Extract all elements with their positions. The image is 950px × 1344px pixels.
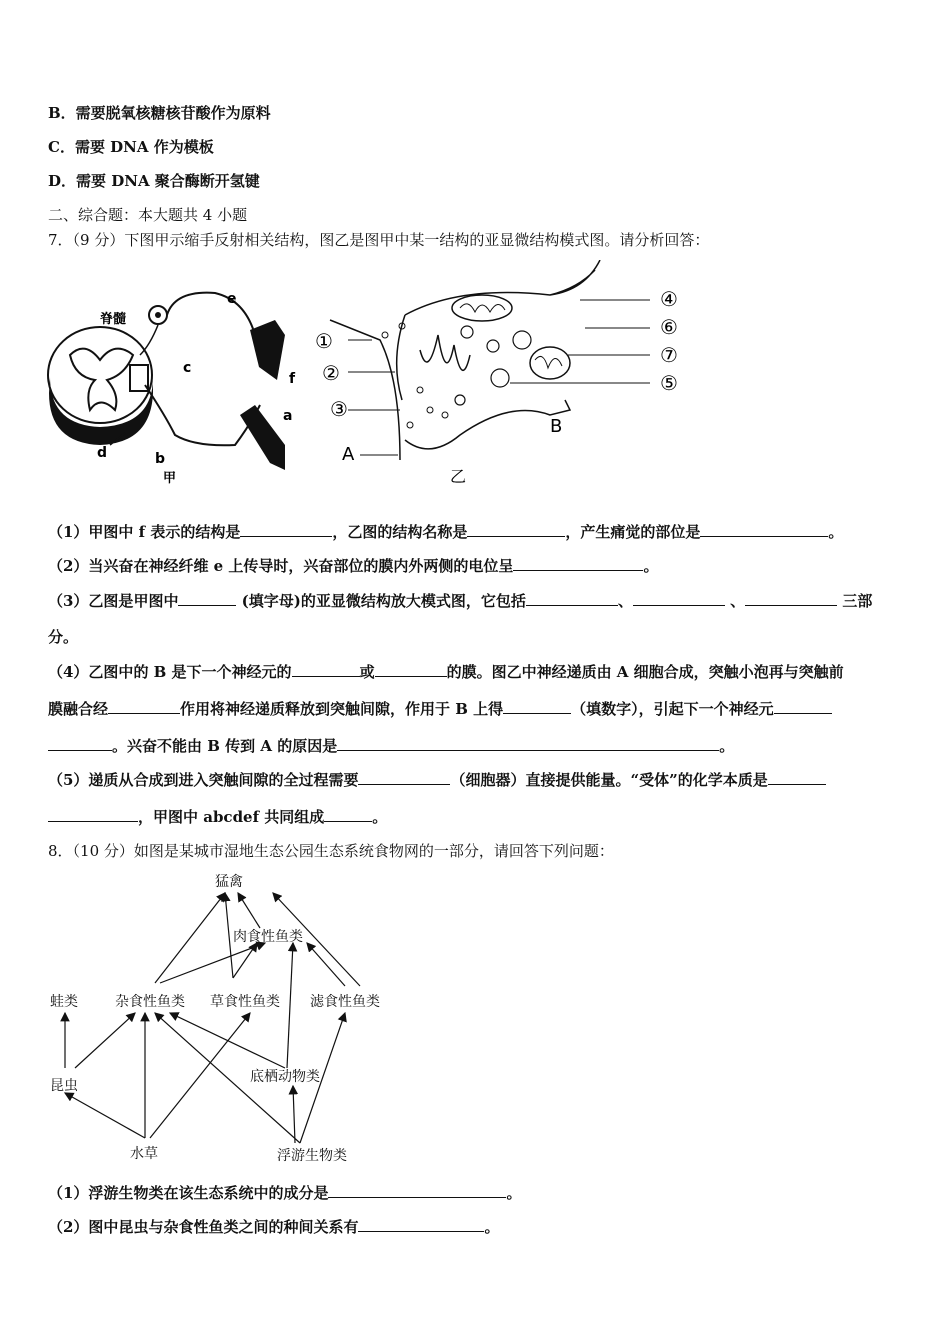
q7-p5: （5）递质从合成到进入突触间隙的全过程需要 （细胞器）直接提供能量。“受体”的化学本质是 <box>48 769 826 790</box>
node-filter-fish: 滤食性鱼类 <box>310 994 380 1010</box>
label-1: ① <box>315 329 333 353</box>
label-A: A <box>342 444 355 465</box>
option-c: C．需要 DNA 作为模板 <box>48 138 214 156</box>
q7-p3: （3）乙图是甲图中 (填字母)的亚显微结构放大模式图，它包括 、 、 三部 <box>48 592 873 610</box>
node-herb-fish: 草食性鱼类 <box>210 994 280 1010</box>
section-title: 二、综合题：本大题共 4 小题 <box>48 206 248 224</box>
option-d: D．需要 DNA 聚合酶断开氢键 <box>48 172 260 190</box>
label-f: f <box>289 371 296 387</box>
node-insect: 昆虫 <box>50 1078 78 1094</box>
caption-jia: 甲 <box>163 471 177 486</box>
q7-p4-line3: 。兴奋不能由 B 传到 A 的原因是 。 <box>48 735 734 756</box>
q7-p2: （2）当兴奋在神经纤维 e 上传导时，兴奋部位的膜内外两侧的电位呈 。 <box>48 557 659 575</box>
node-frog: 蛙类 <box>50 994 78 1010</box>
label-B: B <box>550 416 563 437</box>
q7-p4-line2: 膜融合经 作用将神经递质释放到突触间隙，作用于 B 上得 （填数字），引起下一个神经元 <box>48 698 832 719</box>
label-4: ④ <box>660 287 678 311</box>
q8-p2: （2）图中昆虫与杂食性鱼类之间的种间关系有 。 <box>48 1218 500 1236</box>
node-water-grass: 水草 <box>130 1146 158 1162</box>
label-2: ② <box>322 361 340 385</box>
label-7: ⑦ <box>660 343 678 367</box>
label-6: ⑥ <box>660 315 678 339</box>
option-b: B．需要脱氧核糖核苷酸作为原料 <box>48 104 271 122</box>
figure-yi <box>310 260 700 490</box>
node-top: 猛禽 <box>215 874 243 890</box>
label-d: d <box>97 445 108 461</box>
caption-yi: 乙 <box>450 467 467 486</box>
label-5: ⑤ <box>660 371 678 395</box>
node-benthic: 底栖动物类 <box>250 1069 320 1085</box>
label-3: ③ <box>330 397 348 421</box>
q8-p1: （1）浮游生物类在该生态系统中的成分是 。 <box>48 1184 522 1202</box>
node-plankton: 浮游生物类 <box>277 1148 347 1164</box>
q7-p1: （1）甲图中 f 表示的结构是 ，乙图的结构名称是 ，产生痛觉的部位是 。 <box>48 523 844 541</box>
q7-stem: 7．（9 分）下图甲示缩手反射相关结构，图乙是图甲中某一结构的亚显微结构模式图。请分析回答： <box>48 231 710 249</box>
label-b: b <box>155 451 166 467</box>
label-c: c <box>183 360 192 376</box>
figure-jia <box>45 285 310 490</box>
q8-stem: 8．（10 分）如图是某城市湿地生态公园生态系统食物网的一部分，请回答下列问题： <box>48 842 614 860</box>
q7-p3-cont: 分。 <box>48 628 79 646</box>
label-e: e <box>227 291 237 307</box>
node-carn-fish: 肉食性鱼类 <box>233 929 303 945</box>
node-omni-fish: 杂食性鱼类 <box>115 994 185 1010</box>
food-web <box>45 868 405 1168</box>
q7-p5-line2: ，甲图中 abcdef 共同组成 。 <box>48 806 387 827</box>
label-spinal: 脊髓 <box>100 312 127 327</box>
q7-p4: （4）乙图中的 B 是下一个神经元的 或 的膜。图乙中神经递质由 A 细胞合成，突触小泡再与突触前 <box>48 663 844 681</box>
label-a: a <box>283 408 293 424</box>
